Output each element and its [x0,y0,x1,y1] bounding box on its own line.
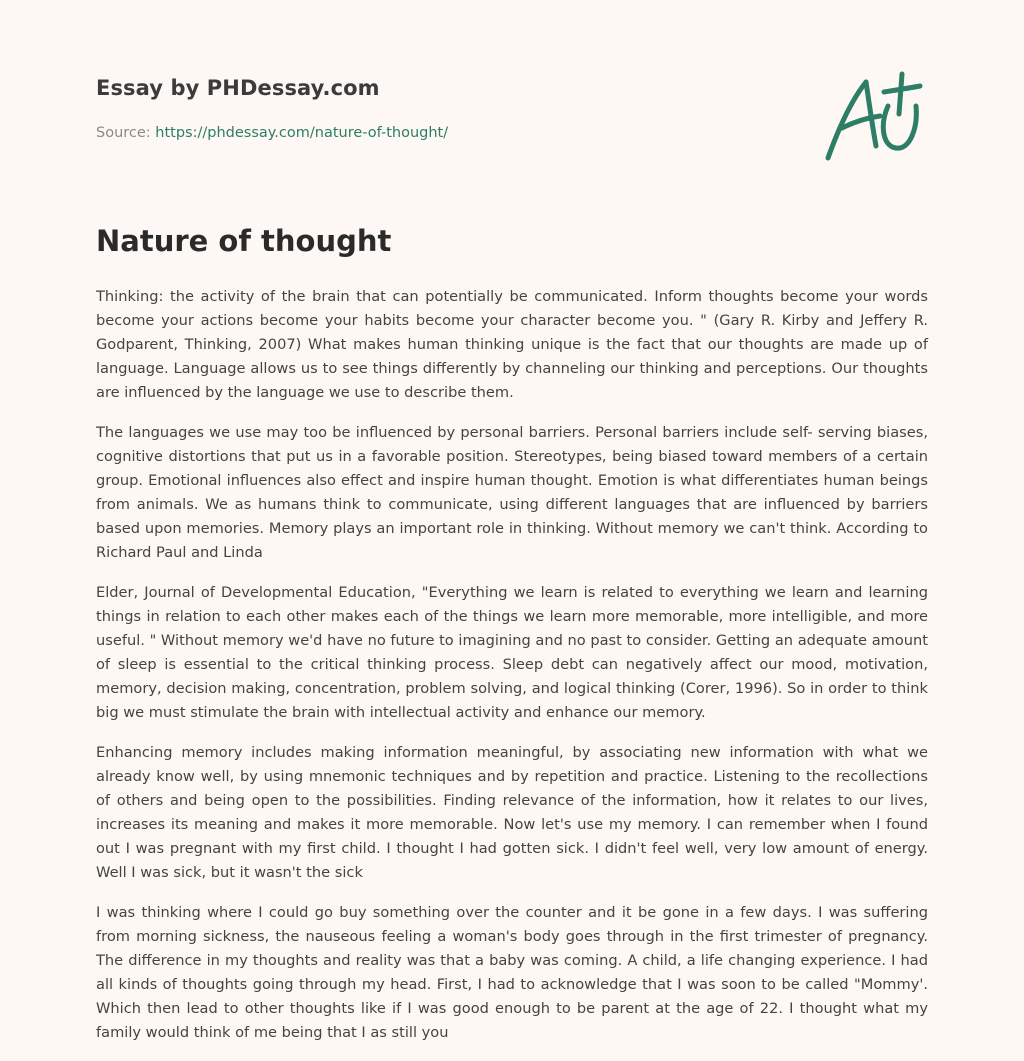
article-body [96,285,928,1061]
article-title: Nature of thought [96,224,392,258]
paragraph: Enhancing memory includes making information meaningful, by associating new information with what we already know well, by using mnemonic techniques and by repetition and practice. Listening to the recollections of others and being open to the possibilities. Finding relevance of the information, how it relates to our lives, increases its meaning and makes it more memorable. Now let's use my memory. I can remember when I found out I was pregnant with my first child. I thought I had gotten sick. I didn't feel well, very low amount of energy. Well I was sick, but it wasn't the sick [96,744,928,881]
source-link[interactable]: https://phdessay.com/nature-of-thought/ [155,125,449,141]
paragraph: The languages we use may too be influenced by personal barriers. Personal barriers include self- serving biases, cognitive distortions that put us in a favorable position. Stereotypes, being biased toward members of a certain group. Emotional influences also effect and inspire human thought. Emotion is what differentiates human beings from animals. We as humans think to communicate, using different languages that are influenced by barriers based upon memories. Memory plays an important role in thinking. Without memory we can't think. According to Richard Paul and Linda [96,424,928,561]
site-brand: Essay by PHDessay.com [96,76,380,100]
paragraph: Thinking: the activity of the brain that can potentially be communicated. Inform thoughts become your words become your actions become your habits become your character become you. " (Gary R. Kirby and Jeffery R. Godparent, Thinking, 2007) What makes human thinking unique is the fact that our thoughts are made up of language. Language allows us to see things differently by channeling our thinking and perceptions. Our thoughts are influenced by the language we use to describe them. [96,288,928,401]
a-plus-grade-icon [822,66,926,166]
source-label: Source: [96,125,156,141]
source-line [96,125,448,141]
paragraph: Elder, Journal of Developmental Education, "Everything we learn is related to everything we learn and learning things in relation to each other makes each of the things we learn more memorable, more intelligible, and more useful. " Without memory we'd have no future to imagining and no past to consider. Getting an adequate amount of sleep is essential to the critical thinking process. Sleep debt can negatively affect our mood, motivation, memory, decision making, concentration, problem solving, and logical thinking (Corer, 1996). So in order to think big we must stimulate the brain with intellectual activity and enhance our memory. [96,584,928,721]
paragraph: I was thinking where I could go buy something over the counter and it be gone in a few days. I was suffering from morning sickness, the nauseous feeling a woman's body goes through in the first trimester of pregnancy. The difference in my thoughts and reality was that a baby was coming. A child, a life changing experience. I had all kinds of thoughts going through my head. First, I had to acknowledge that I was soon to be called "Mommy'. Which then lead to other thoughts like if I was good enough to be parent at the age of 22. I thought what my family would think of me being that I as still you [96,904,928,1041]
